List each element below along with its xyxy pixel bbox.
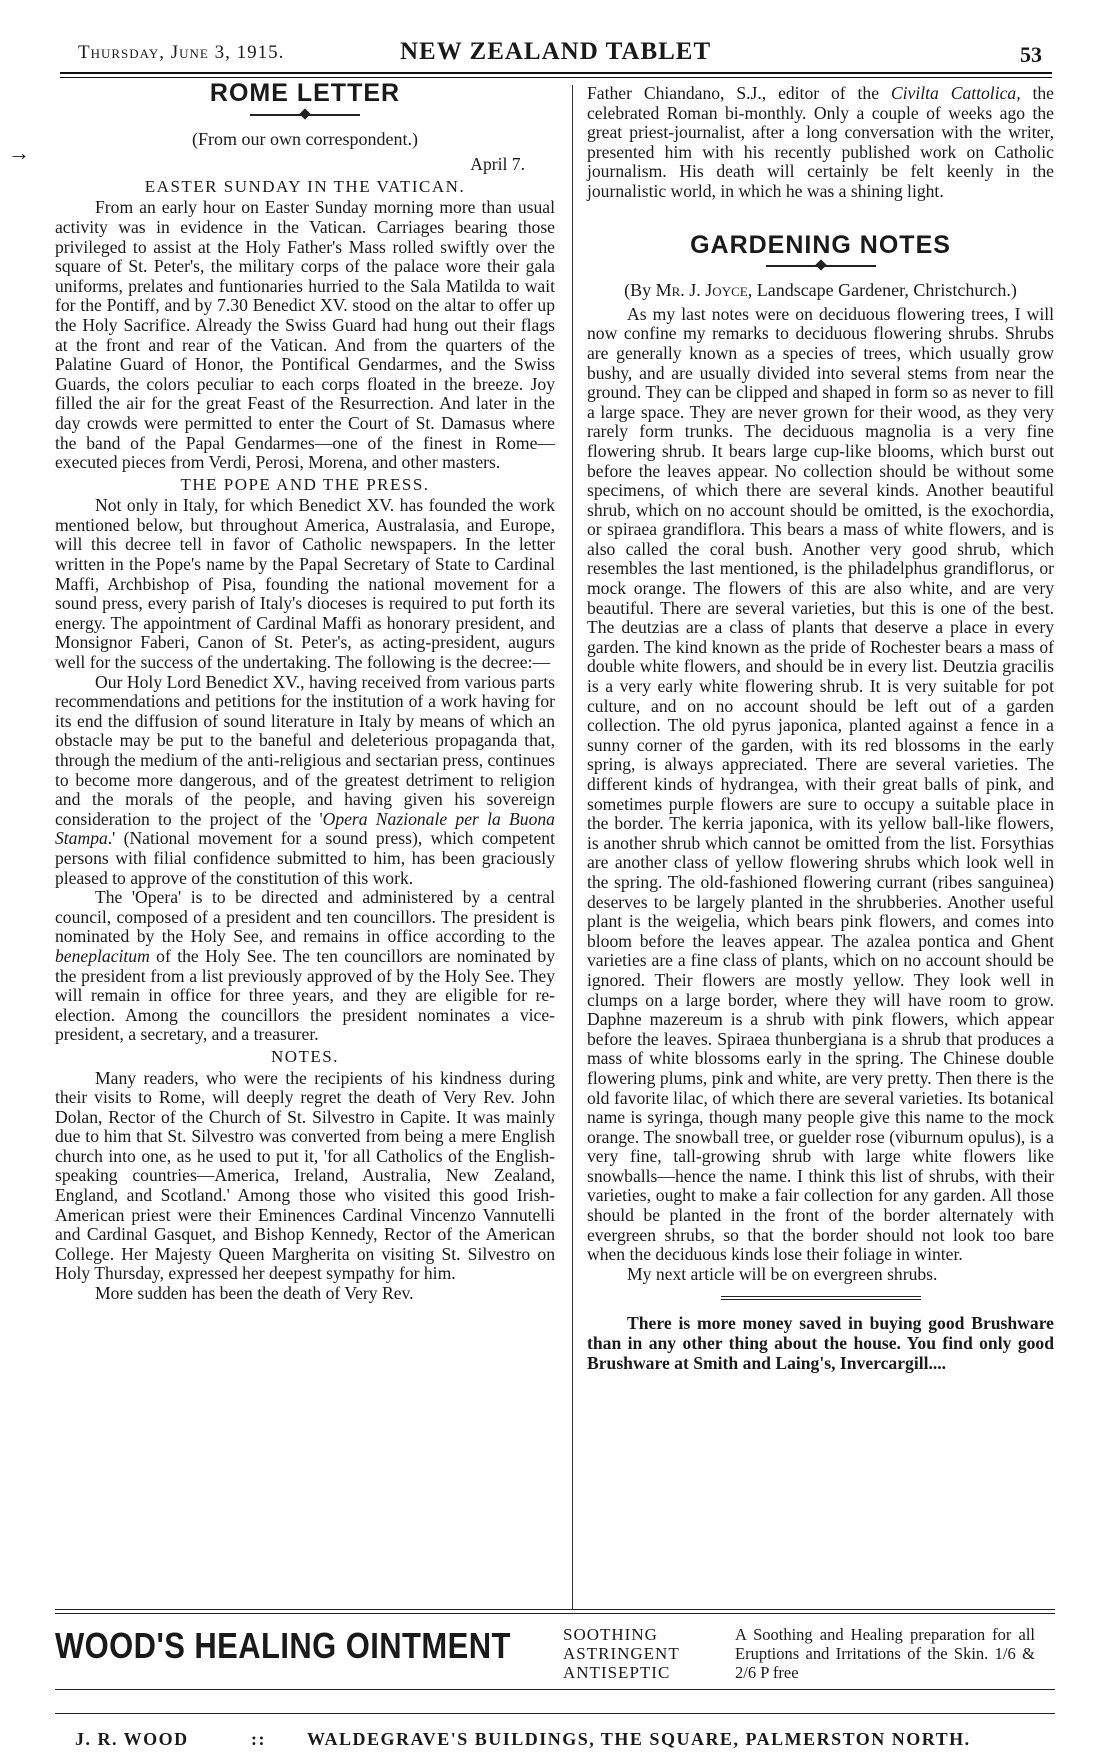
ad-top-rule — [55, 1609, 1055, 1610]
maker-name: J. R. WOOD — [75, 1729, 189, 1749]
property: ANTISEPTIC — [563, 1663, 671, 1682]
text-run: Father Chiandano, S.J., editor of the — [587, 83, 891, 103]
author-name: Mr. J. Joyce — [655, 280, 748, 301]
ad-divider — [55, 1713, 1055, 1714]
publication-title: NEW ZEALAND TABLET — [400, 38, 712, 65]
section-heading-press: THE POPE AND THE PRESS. — [180, 474, 430, 494]
italic-run: Civilta Cattolica, — [890, 83, 1021, 103]
rome-letter-subtitle: (From our own correspondent.) — [192, 128, 418, 149]
title-ornament — [766, 259, 876, 273]
advertiser-address-line — [75, 1729, 1055, 1750]
section-heading-easter: EASTER SUNDAY IN THE VATICAN. — [144, 176, 466, 196]
decree-paragraph — [55, 673, 555, 889]
separator-rule — [721, 1296, 921, 1300]
text-run: (By — [624, 280, 656, 301]
text-run: of the Holy See. The ten councillors are nominated by the president from a list previously approved of by the Holy See. They will remain in office for three years, and they are eligible for re-election. Among the councillors the president nominates a vice-president, a secretary, and a treasurer. — [55, 945, 555, 1045]
italic-run: beneplacitum — [55, 945, 150, 966]
ad-divider — [55, 1689, 1055, 1690]
product-name: WOOD'S HEALING OINTMENT — [55, 1625, 511, 1666]
paragraph: Not only in Italy, for which Benedict XV. has founded the work mentioned below, but throughout America, Australasia, and Europe, will this decree tell in favor of Catholic newspapers. In the letter written in the Pope's name by the Papal Secretary of State to Cardinal Maffi, Archbishop of Pisa, founding the national movement for a sound press, every parish of Italy's dioceses is required to put forth its energy. The appointment of Cardinal Maffi as honorary president, and Monsignor Faberi, Canon of St. Peter's, as acting-president, augurs well for the success of the undertaking. The following is the decree:— — [55, 495, 555, 673]
issue-date: Thursday, June 3, 1915. — [78, 42, 285, 63]
text-run: .' (National movement for a sound press), which competent persons with filial confidence submitted to him, has been graciously pleased to approve of the constitution of this work. — [55, 828, 555, 888]
rome-letter-continued — [587, 84, 1054, 202]
title-ornament — [250, 108, 360, 122]
separator: :: — [251, 1729, 266, 1749]
paragraph: Many readers, who were the recipients of his kindness during their visits to Rome, will deeply regret the death of Very Rev. John Dolan, Rector of the Church of St. Silvestro in Capite. It was mainly due to him that St. Silvestro was converted from being a mere English church into one, as he used to put it, 'for all Catholics of the English-speaking countries—America, Ireland, Australia, New Zealand, England, and Scotland.' Among those who visited this good Irish-American priest were their Eminences Cardinal Vincenzo Vannutelli and Cardinal Gasquet, and Bishop Kennedy, Rector of the American College. Her Majesty Queen Margherita on visiting St. Silvestro on Holy Thursday, expressed her deepest sympathy for him. — [55, 1067, 555, 1284]
rome-letter-article — [55, 79, 555, 1304]
ad-top-rule — [55, 1613, 1055, 1614]
masthead-rule — [60, 72, 1052, 78]
masthead — [60, 38, 1050, 72]
rome-letter-title: ROME LETTER — [209, 79, 401, 107]
text-run: , Landscape Gardener, Christchurch.) — [747, 280, 1017, 301]
gardening-byline — [587, 281, 1054, 301]
paragraph: As my last notes were on deciduous flowering trees, I will now confine my remarks to deciduous flowering shrubs. Shrubs are generally known as a species of trees, which usually grow bushy, and are usually divided into several stems from near the ground. They can be clipped and shaped in form so as never to fill a large space. They are never grown for their wood, as they very rarely form trunks. The deciduous magnolia is a very fine flowering shrub. It bears large cup-like blooms, which burst out before the leaves appear. No collection should be without some specimens, of which there are several kinds. Another beautiful shrub, which on no account should be omitted, is the exochordia, or spiraea grandiflora. This bears a mass of white flowers, and is also called the coral bush. Another very good shrub, which resembles the last mentioned, is the philadelphus grandiflorus, or mock orange. The flowers of this are also white, and are very beautiful. There are several varieties, but this is one of the best. The deutzias are a class of plants that deserve a place in every garden. The kind known as the pride of Rochester bears a mass of double white flowers, and should be in every list. Deutzia gracilis is a very early white flowering shrub. It is very suitable for pot culture, and on no account should be left out of a garden collection. The old pyrus japonica, planted against a fence in a sunny corner of the garden, with its red blossoms in the early spring, is always appreciated. There are several varieties. The different kinds of hydrangea, with their great balls of pink, and sometimes purple flowers are sure to occupy a suitable place in the border. The kerria japonica, with its yellow ball-like flowers, is another shrub which cannot be omitted from the list. Forsythias are another class of yellow flowering shrubs which look well in the spring. The old-fashioned flowering currant (ribes sanguinea) deserves to be largely planted in the shrubberies. Another useful plant is the weigelia, which bears pink flowers, and comes into bloom before the leaves appear. The azalea pontica and Ghent varieties are a fine class of plants, which on no account should be ignored. Their flowers are mostly yellow. They look well in clumps on a large border, where they will have room to grow. Daphne mazereum is a shrub with pink flowers, which appear before the leaves. Spiraea thunbergiana is a shrub that produces a mass of white blossoms early in the spring. The Chinese double flowering plums, pink and white, are very pretty. Then there is the old favorite lilac, of which there are several varieties. Its botanical name is syringa, though many people give this name to the mock orange. The snowball tree, or guelder rose (viburnum opulus), is a very fine, tall-growing shrub with large white flowers like snowballs—hence the name. I think this list of shrubs, with their varieties, ought to make a fair collection for any garden. All those should be planted in the front of the border alternately with evergreen shrubs, so that the border should not look too bare when the deciduous kinds lose their foliage in winter. — [587, 303, 1054, 1265]
text-run: Our Holy Lord Benedict XV., having received from various parts recommendations and petitions for the institution of a work having for its end the diffusion of sound literature in Italy by means of which an obstacle may be put to the baneful and deleterious propaganda that, through the medium of the anti-religious and sectarian press, continues to become more dangerous, and of the greatest detriment to religion and the morals of the people, and having given his sovereign consideration to the project of the ' — [55, 671, 555, 829]
property: SOOTHING — [563, 1625, 658, 1644]
column-divider — [572, 85, 573, 1610]
product-properties — [563, 1625, 680, 1682]
paragraph: More sudden has been the death of Very Rev. — [95, 1283, 414, 1304]
right-column — [587, 84, 1054, 1373]
italic-run: Opera Nazionale per la Buona Stampa — [55, 808, 555, 849]
woods-ointment-ad — [55, 1617, 1055, 1749]
address: WALDEGRAVE'S BUILDINGS, THE SQUARE, PALMERSTON NORTH. — [307, 1729, 971, 1749]
paragraph: From an early hour on Easter Sunday morning more than usual activity was in evidence in the Vatican. Carriages bearing those privileged to assist at the Holy Father's Mass rolled swiftly over the square of St. Peter's, the military corps of the palace wore their gala uniforms, prelates and funtionaries hurried to the Sala Matilda to wait for the Pontiff, and by 7.30 Benedict XV. stood on the altar to offer up the Holy Sacrifice. Already the Swiss Guard had hung out their flags at the front and rear of the Vatican. And from the quarters of the Palatine Guard of Honor, the Pontifical Gendarmes, and the Swiss Guards, the colors peculiar to each corps floated in the breeze. Joy filled the air for the great Feast of the Resurrection. And later in the day crowds were permitted to enter the Court of St. Damasus where the band of the Papal Gendarmes—one of the finest in Rome—executed pieces from Verdi, Perosi, Morena, and other masters. — [55, 197, 555, 473]
rome-letter-date: April 7. — [470, 154, 525, 175]
brushware-ad: There is more money saved in buying good Brushware than in any other thing about the house. You find only good Brushware at Smith and Laing's, Invercargill.... — [587, 1313, 1054, 1373]
section-heading-notes: NOTES. — [270, 1046, 340, 1066]
gardening-title: GARDENING NOTES — [690, 230, 951, 259]
decree-paragraph — [55, 888, 555, 1045]
product-description: A Soothing and Healing preparation for all Eruptions and Irritations of the Skin. 1/6 & 2/6 P free — [735, 1625, 1035, 1682]
paragraph: My next article will be on evergreen shrubs. — [627, 1263, 938, 1284]
margin-mark: → — [8, 140, 30, 165]
property: ASTRINGENT — [563, 1644, 680, 1663]
text-run: The 'Opera' is to be directed and administered by a central council, composed of a president and ten councillors. The president is nominated by the Holy See, and remains in office according to the — [55, 887, 555, 947]
page-number: 53 — [1020, 42, 1042, 67]
text-run: the celebrated Roman bi-monthly. Only a couple of weeks ago the great priest-journalist, after a long conversation with the writer, presented him with his recently published work on Catholic journalism. His death will certainly be felt keenly in the journalistic world, in which he was a shining light. — [587, 83, 1054, 201]
